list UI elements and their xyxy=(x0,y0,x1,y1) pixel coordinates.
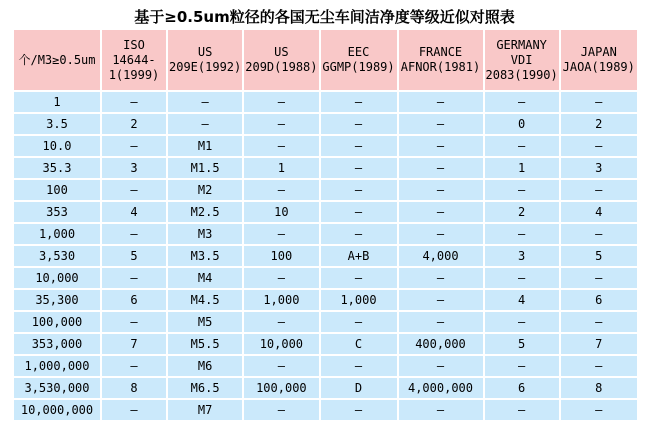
table-cell: – xyxy=(321,356,397,376)
table-cell: – xyxy=(399,114,483,134)
table-cell: 100 xyxy=(14,180,100,200)
table-cell: – xyxy=(168,114,242,134)
table-cell: – xyxy=(321,180,397,200)
table-cell: – xyxy=(399,224,483,244)
table-cell: – xyxy=(399,180,483,200)
table-cell: 10,000 xyxy=(244,334,318,354)
table-cell: M1 xyxy=(168,136,242,156)
header-line: 209D(1988) xyxy=(245,60,318,74)
table-cell: – xyxy=(321,224,397,244)
table-cell: – xyxy=(102,268,166,288)
table-row xyxy=(14,114,637,134)
table-cell: 3 xyxy=(102,158,166,178)
table-cell: M6 xyxy=(168,356,242,376)
table-cell: M4 xyxy=(168,268,242,288)
table-cell: 4,000 xyxy=(399,246,483,266)
table-cell: – xyxy=(561,312,637,332)
table-cell: 10 xyxy=(244,202,318,222)
table-cell: 35,300 xyxy=(14,290,100,310)
table-cell: 2 xyxy=(561,114,637,134)
page-title: 基于≥0.5um粒径的各国无尘车间洁净度等级近似对照表 xyxy=(134,8,515,26)
table-cell: – xyxy=(102,356,166,376)
table-cell: 5 xyxy=(485,334,559,354)
table-cell: 1 xyxy=(485,158,559,178)
table-cell: – xyxy=(321,400,397,420)
column-header-japan-jaoa-1989 xyxy=(561,30,637,90)
table-cell: 2 xyxy=(102,114,166,134)
table-body xyxy=(14,92,637,420)
table-cell: 0 xyxy=(485,114,559,134)
header-line: AFNOR(1981) xyxy=(400,60,481,74)
table-row xyxy=(14,202,637,222)
table-row xyxy=(14,136,637,156)
header-line: GERMANY xyxy=(496,37,547,52)
table-cell: – xyxy=(399,290,483,310)
table-cell: – xyxy=(561,356,637,376)
header-line: VDI xyxy=(510,52,533,67)
table-cell: – xyxy=(399,136,483,156)
table-cell: – xyxy=(485,268,559,288)
table-header xyxy=(14,30,637,90)
table-cell: M2.5 xyxy=(168,202,242,222)
header-line: 个/M3≥0.5um xyxy=(18,52,96,67)
table-cell: – xyxy=(399,356,483,376)
table-cell: 353 xyxy=(14,202,100,222)
table-cell: 1,000 xyxy=(14,224,100,244)
table-cell: 4,000,000 xyxy=(399,378,483,398)
table-cell: – xyxy=(244,312,318,332)
table-row xyxy=(14,224,637,244)
table-cell: 1 xyxy=(14,92,100,112)
table-cell: – xyxy=(102,136,166,156)
table-cell: 4 xyxy=(561,202,637,222)
table-cell: 7 xyxy=(102,334,166,354)
table-row xyxy=(14,290,637,310)
table-cell: – xyxy=(244,92,318,112)
header-line: ISO xyxy=(123,37,145,52)
table-cell: 35.3 xyxy=(14,158,100,178)
table-cell: – xyxy=(244,114,318,134)
table-cell: – xyxy=(321,268,397,288)
header-line: US xyxy=(274,45,289,59)
table-cell: 3.5 xyxy=(14,114,100,134)
table-cell: – xyxy=(168,92,242,112)
table-cell: – xyxy=(102,180,166,200)
table-row xyxy=(14,92,637,112)
column-header-us-209d-1988 xyxy=(244,30,318,90)
table-cell: M4.5 xyxy=(168,290,242,310)
table-cell: 6 xyxy=(561,290,637,310)
header-line: 2083(1990) xyxy=(485,67,558,82)
table-cell: – xyxy=(244,356,318,376)
table-cell: 400,000 xyxy=(399,334,483,354)
table-cell: M6.5 xyxy=(168,378,242,398)
table-cell: 3,530 xyxy=(14,246,100,266)
table-cell: M5.5 xyxy=(168,334,242,354)
table-cell: 10,000,000 xyxy=(14,400,100,420)
table-cell: – xyxy=(485,180,559,200)
column-header-particles-per-m3 xyxy=(14,30,100,90)
header-line: GGMP(1989) xyxy=(322,60,395,74)
table-cell: – xyxy=(244,400,318,420)
table-cell: 6 xyxy=(485,378,559,398)
table-cell: 1,000,000 xyxy=(14,356,100,376)
table-cell: – xyxy=(561,180,637,200)
table-cell: – xyxy=(399,400,483,420)
table-cell: – xyxy=(321,158,397,178)
table-row xyxy=(14,356,637,376)
table-cell: 1,000 xyxy=(321,290,397,310)
table-cell: 8 xyxy=(102,378,166,398)
table-row xyxy=(14,158,637,178)
table-cell: – xyxy=(399,312,483,332)
column-header-us-209e-1992 xyxy=(168,30,242,90)
column-header-france-afnor-1981 xyxy=(399,30,483,90)
table-cell: 353,000 xyxy=(14,334,100,354)
table-cell: – xyxy=(102,312,166,332)
table-cell: 10,000 xyxy=(14,268,100,288)
table-cell: 3 xyxy=(561,158,637,178)
table-cell: – xyxy=(561,400,637,420)
table-cell: – xyxy=(561,92,637,112)
table-cell: – xyxy=(244,180,318,200)
table-cell: – xyxy=(102,92,166,112)
header-line: 14644- xyxy=(112,52,156,67)
table-cell: M1.5 xyxy=(168,158,242,178)
table-cell: 4 xyxy=(102,202,166,222)
table-cell: – xyxy=(485,92,559,112)
table-cell: – xyxy=(102,224,166,244)
table-cell: – xyxy=(561,268,637,288)
table-cell: – xyxy=(321,312,397,332)
table-cell: – xyxy=(244,224,318,244)
table-cell: 100,000 xyxy=(14,312,100,332)
table-row xyxy=(14,312,637,332)
comparison-table xyxy=(12,28,639,422)
table-cell: 5 xyxy=(561,246,637,266)
table-cell: 1,000 xyxy=(244,290,318,310)
table-cell: – xyxy=(321,136,397,156)
table-cell: – xyxy=(485,136,559,156)
header-line: US xyxy=(197,45,213,59)
table-cell: – xyxy=(485,356,559,376)
table-row xyxy=(14,180,637,200)
table-cell: – xyxy=(485,224,559,244)
table-cell: D xyxy=(321,378,397,398)
table-row xyxy=(14,246,637,266)
header-line: JAOA(1989) xyxy=(562,60,635,74)
table-cell: – xyxy=(321,114,397,134)
table-row xyxy=(14,400,637,420)
table-cell: 10.0 xyxy=(14,136,100,156)
header-line: EEC xyxy=(347,45,370,59)
table-cell: – xyxy=(102,400,166,420)
table-cell: 1 xyxy=(244,158,318,178)
table-cell: – xyxy=(485,400,559,420)
table-cell: – xyxy=(399,268,483,288)
header-line: JAPAN xyxy=(580,45,617,59)
table-cell: – xyxy=(561,136,637,156)
table-cell: 3 xyxy=(485,246,559,266)
table-cell: 8 xyxy=(561,378,637,398)
table-cell: 5 xyxy=(102,246,166,266)
table-cell: – xyxy=(244,268,318,288)
table-cell: – xyxy=(399,202,483,222)
table-cell: – xyxy=(485,312,559,332)
table-cell: 2 xyxy=(485,202,559,222)
table-cell: M3.5 xyxy=(168,246,242,266)
table-cell: – xyxy=(561,224,637,244)
column-header-iso-14644-1-1999 xyxy=(102,30,166,90)
header-line: FRANCE xyxy=(418,45,463,59)
header-line: 1(1999) xyxy=(108,67,160,82)
table-cell: 7 xyxy=(561,334,637,354)
table-cell: – xyxy=(321,202,397,222)
table-cell: M2 xyxy=(168,180,242,200)
table-cell: M5 xyxy=(168,312,242,332)
column-header-germany-vdi-2083-1990 xyxy=(485,30,559,90)
table-cell: 100,000 xyxy=(244,378,318,398)
table-cell: C xyxy=(321,334,397,354)
header-row xyxy=(14,30,637,90)
table-cell: M3 xyxy=(168,224,242,244)
header-line: 209E(1992) xyxy=(169,60,242,74)
table-row xyxy=(14,378,637,398)
table-cell: A+B xyxy=(321,246,397,266)
column-header-eec-ggmp-1989 xyxy=(321,30,397,90)
table-cell: – xyxy=(399,92,483,112)
table-cell: 3,530,000 xyxy=(14,378,100,398)
table-cell: – xyxy=(321,92,397,112)
table-cell: 6 xyxy=(102,290,166,310)
table-cell: M7 xyxy=(168,400,242,420)
table-cell: – xyxy=(399,158,483,178)
table-row xyxy=(14,334,637,354)
table-row xyxy=(14,268,637,288)
table-cell: 100 xyxy=(244,246,318,266)
table-cell: – xyxy=(244,136,318,156)
table-cell: 4 xyxy=(485,290,559,310)
